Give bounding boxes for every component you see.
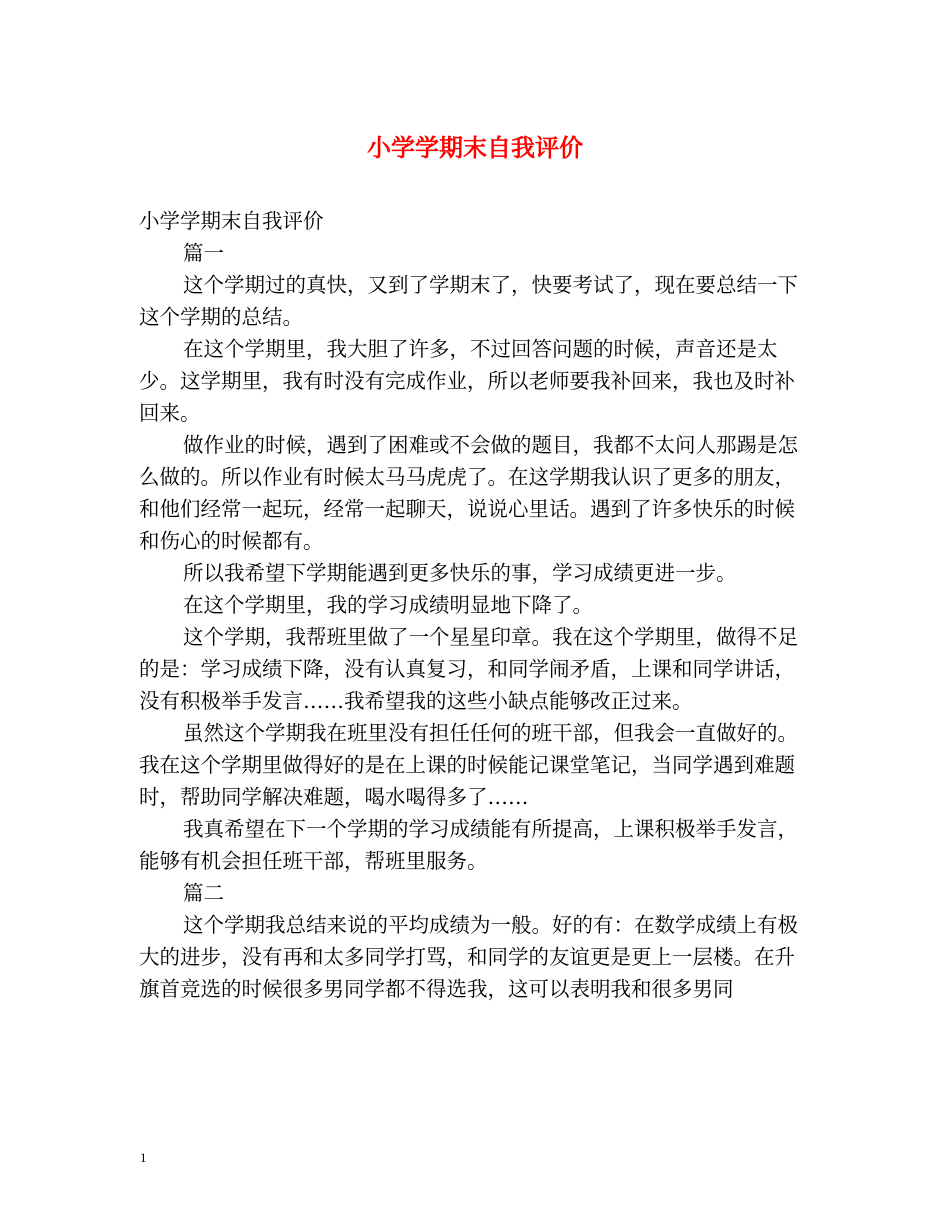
paragraph-heading: 小学学期末自我评价 xyxy=(139,209,324,233)
document-title: 小学学期末自我评价 xyxy=(367,133,583,162)
paragraph: 所以我希望下学期能遇到更多快乐的事，学习成绩更进一步。 xyxy=(183,561,737,585)
paragraph: 这个学期我总结来说的平均成绩为一般。好的有：在数学成绩上有极大的进步，没有再和太多同学打骂，和同学的友谊更是更上一层楼。在升旗首竞选的时候很多男同学都不得选我，这可以表明我和很多男同 xyxy=(139,913,798,1001)
section-label-2: 篇二 xyxy=(183,881,224,905)
page-number: 1 xyxy=(140,1150,147,1165)
paragraph: 这个学期，我帮班里做了一个星星印章。我在这个学期里，做得不足的是：学习成绩下降，没有认真复习，和同学闹矛盾，上课和同学讲话，没有积极举手发言……我希望我的这些小缺点能够改正过来。 xyxy=(139,625,798,713)
section-label-1: 篇一 xyxy=(183,241,224,265)
paragraph: 做作业的时候，遇到了困难或不会做的题目，我都不太问人那踢是怎么做的。所以作业有时候太马马虎虎了。在这学期我认识了更多的朋友，和他们经常一起玩，经常一起聊天，说说心里话。遇到了许多快乐的时候和伤心的时候都有。 xyxy=(139,433,798,553)
paragraph: 在这个学期里，我的学习成绩明显地下降了。 xyxy=(183,593,593,617)
paragraph: 虽然这个学期我在班里没有担任任何的班干部，但我会一直做好的。我在这个学期里做得好的是在上课的时候能记课堂笔记，当同学遇到难题时，帮助同学解决难题，喝水喝得多了…… xyxy=(139,721,798,809)
paragraph: 这个学期过的真快，又到了学期末了，快要考试了，现在要总结一下这个学期的总结。 xyxy=(139,273,798,329)
paragraph: 在这个学期里，我大胆了许多，不过回答问题的时候，声音还是太少。这学期里，我有时没有完成作业，所以老师要我补回来，我也及时补回来。 xyxy=(139,337,795,425)
paragraph: 我真希望在下一个学期的学习成绩能有所提高，上课积极举手发言，能够有机会担任班干部，帮班里服务。 xyxy=(139,817,798,873)
document-body xyxy=(139,205,815,1005)
